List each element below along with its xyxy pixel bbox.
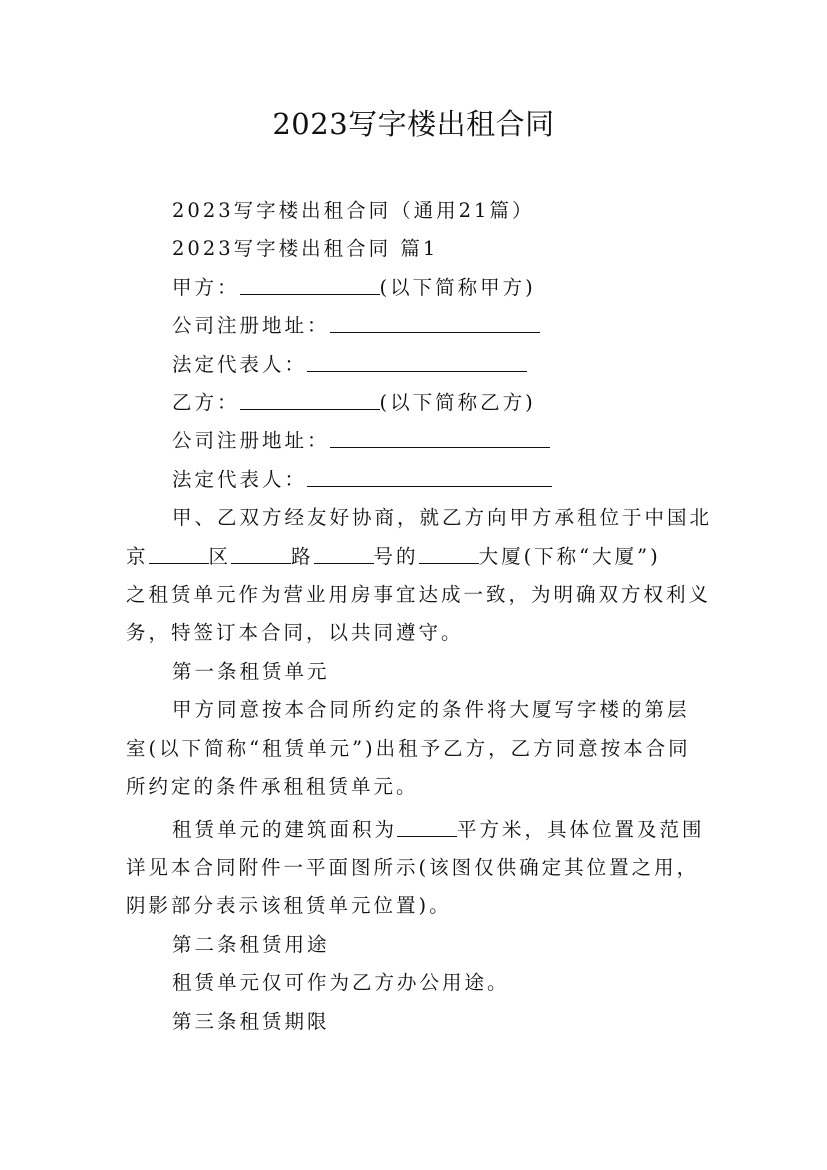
clause-text: 平方米，具体位置及范围 [457, 817, 705, 841]
intro-text: 京 [126, 544, 149, 568]
clause-3-heading: 第三条租赁期限 [172, 1009, 330, 1033]
party-b-suffix: (以下简称乙方) [379, 391, 536, 415]
intro-text: 大厦(下称“大厦”) [478, 544, 661, 568]
clause-1-para2-line2: 详见本合同附件一平面图所示(该图仅供确定其位置之用， [126, 855, 700, 879]
intro-line-2 [126, 538, 716, 576]
party-a-rep-blank [307, 349, 527, 372]
intro-line-1: 甲、乙双方经友好协商，就乙方向甲方承租位于中国北 [172, 506, 713, 530]
clause-1-para2-line3: 阴影部分表示该租赁单元位置)。 [126, 894, 452, 918]
intro-text: 路 [291, 544, 314, 568]
party-a-label: 甲方： [172, 275, 240, 299]
intro-line-3: 之租赁单元作为营业用房事宜达成一致，为明确双方权利义 [126, 583, 712, 607]
document-body [126, 192, 716, 1041]
clause-1-para1-line2: 室(以下简称“租赁单元”)出租予乙方，乙方同意按本合同 [126, 736, 691, 760]
party-b-address-blank [330, 425, 550, 448]
number-blank [314, 541, 374, 564]
intro-text: 区 [208, 544, 232, 568]
clause-2-heading: 第二条租赁用途 [172, 932, 330, 956]
intro-text: 号的 [373, 544, 419, 568]
party-a-suffix: (以下简称甲方) [379, 275, 536, 299]
party-b-rep-label: 法定代表人： [172, 467, 308, 491]
clause-1-para1-line1: 甲方同意按本合同所约定的条件将大厦写字楼的第层 [172, 698, 690, 722]
clause-text: 租赁单元的建筑面积为 [172, 817, 398, 841]
party-b-blank [240, 387, 380, 410]
clause-1-para1-line3: 所约定的条件承租租赁单元。 [126, 775, 419, 799]
document-subtitle: 2023写字楼出租合同（通用21篇） [172, 199, 535, 222]
clause-2-text: 租赁单元仅可作为乙方办公用途。 [172, 971, 510, 995]
party-a-address-blank [330, 310, 540, 333]
area-blank [397, 814, 457, 837]
document-title: 2023写字楼出租合同 [272, 107, 555, 141]
clause-1-para2-line1 [126, 811, 716, 849]
building-blank [419, 541, 479, 564]
party-a-rep-label: 法定代表人： [172, 352, 308, 376]
road-blank [231, 541, 291, 564]
party-a-line [126, 269, 716, 307]
party-b-line [126, 384, 716, 422]
party-a-rep-line [126, 346, 716, 384]
party-a-address-line [126, 307, 716, 345]
party-b-rep-line [126, 461, 716, 499]
party-b-label: 乙方： [172, 391, 240, 415]
party-b-address-label: 公司注册地址： [172, 429, 330, 453]
intro-line-4: 务，特签订本合同，以共同遵守。 [126, 621, 464, 645]
clause-1-heading: 第一条租赁单元 [172, 659, 330, 683]
article-heading: 2023写字楼出租合同 篇1 [172, 237, 439, 261]
party-b-rep-blank [307, 464, 552, 487]
party-b-address-line [126, 422, 716, 460]
party-a-address-label: 公司注册地址： [172, 314, 330, 338]
district-blank [149, 541, 209, 564]
party-a-blank [240, 272, 380, 295]
